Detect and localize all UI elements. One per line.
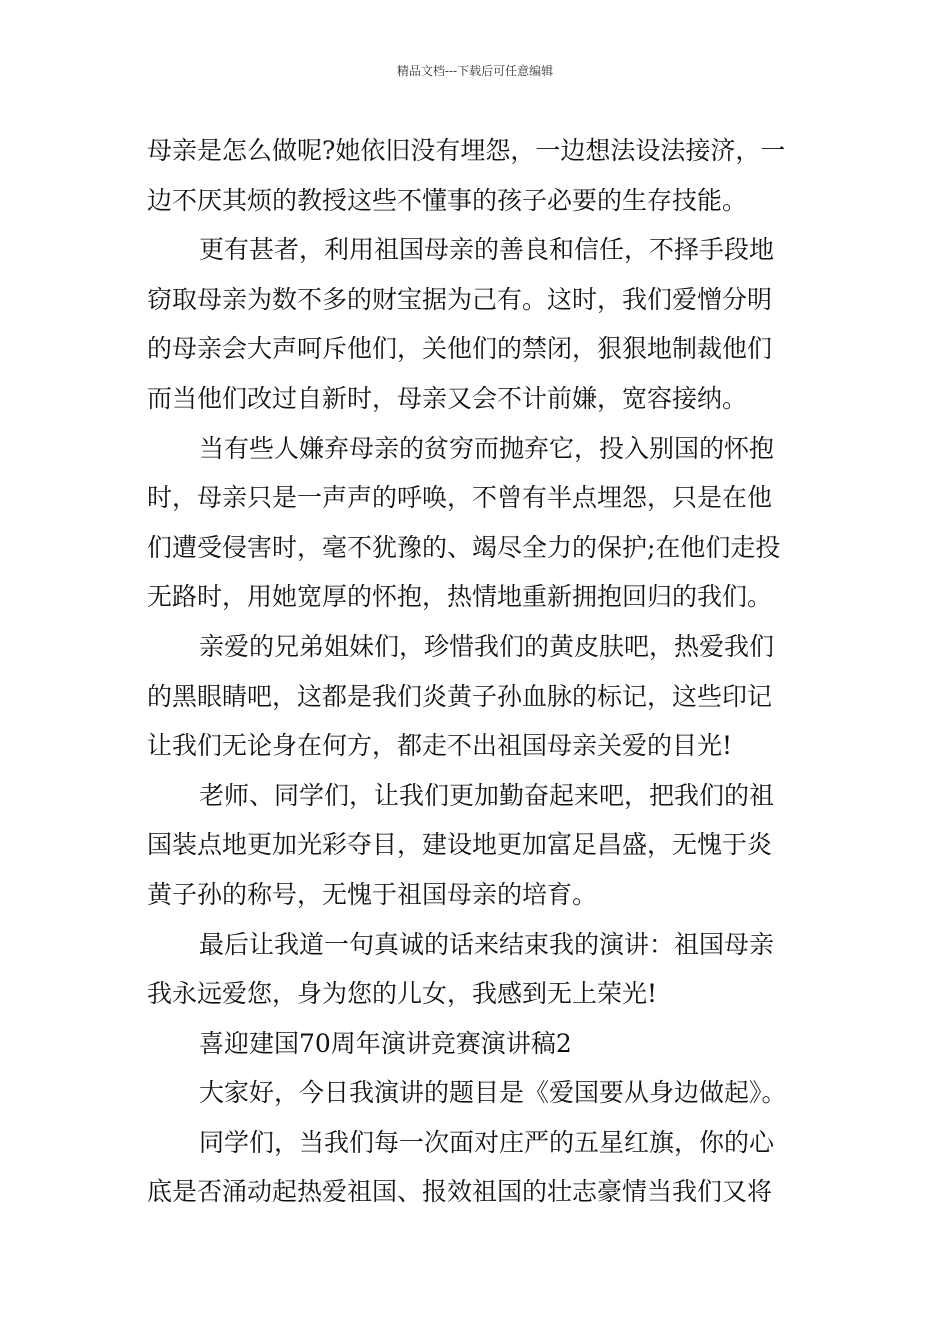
text-line: 黄子孙的称号，无愧于祖国母亲的培育。 (147, 879, 598, 909)
text-line: 底是否涌动起热爱祖国、报效祖国的壮志豪情当我们又将 (147, 1177, 773, 1207)
text-line: 而当他们改过自新时，母亲又会不计前嫌，宽容接纳。 (147, 383, 748, 413)
text-line: 让我们无论身在何方，都走不出祖国母亲关爱的目光! (147, 731, 733, 761)
text-line: 窃取母亲为数不多的财宝据为己有。这时，我们爱憎分明 (147, 284, 773, 314)
text-line: 更有甚者，利用祖国母亲的善良和信任，不择手段地 (199, 235, 775, 265)
text-line: 边不厌其烦的教授这些不懂事的孩子必要的生存技能。 (147, 185, 748, 215)
text-line: 老师、同学们，让我们更加勤奋起来吧，把我们的祖 (199, 780, 775, 810)
text-line: 的黑眼睛吧，这都是我们炎黄子孙血脉的标记，这些印记 (147, 681, 773, 711)
page-header: 精品文档---下载后可任意编辑 (396, 64, 554, 78)
text-line: 时，母亲只是一声声的呼唤，不曾有半点埋怨，只是在他 (147, 483, 773, 513)
section-heading: 喜迎建国70周年演讲竞赛演讲稿2 (199, 1028, 572, 1058)
text-line: 最后让我道一句真诚的话来结束我的演讲：祖国母亲 (199, 929, 775, 959)
text-line: 国装点地更加光彩夺目，建设地更加富足昌盛，无愧于炎 (147, 830, 773, 860)
text-line: 无路时，用她宽厚的怀抱，热情地重新拥抱回归的我们。 (147, 582, 773, 612)
text-line: 们遭受侵害时，毫不犹豫的、竭尽全力的保护;在他们走投 (147, 532, 781, 562)
document-body (147, 126, 817, 1217)
text-line: 同学们，当我们每一次面对庄严的五星红旗，你的心 (199, 1127, 775, 1157)
text-line: 我永远爱您，身为您的儿女，我感到无上荣光! (147, 979, 658, 1009)
text-line: 当有些人嫌弃母亲的贫穷而抛弃它，投入别国的怀抱 (199, 433, 775, 463)
text-line: 母亲是怎么做呢?她依旧没有埋怨，一边想法设法接济，一 (147, 136, 786, 165)
text-line: 亲爱的兄弟姐妹们，珍惜我们的黄皮肤吧，热爱我们 (199, 631, 775, 661)
text-line: 的母亲会大声呵斥他们，关他们的禁闭，狠狠地制裁他们 (147, 334, 773, 364)
text-line: 大家好，今日我演讲的题目是《爱国要从身边做起》。 (199, 1078, 787, 1108)
